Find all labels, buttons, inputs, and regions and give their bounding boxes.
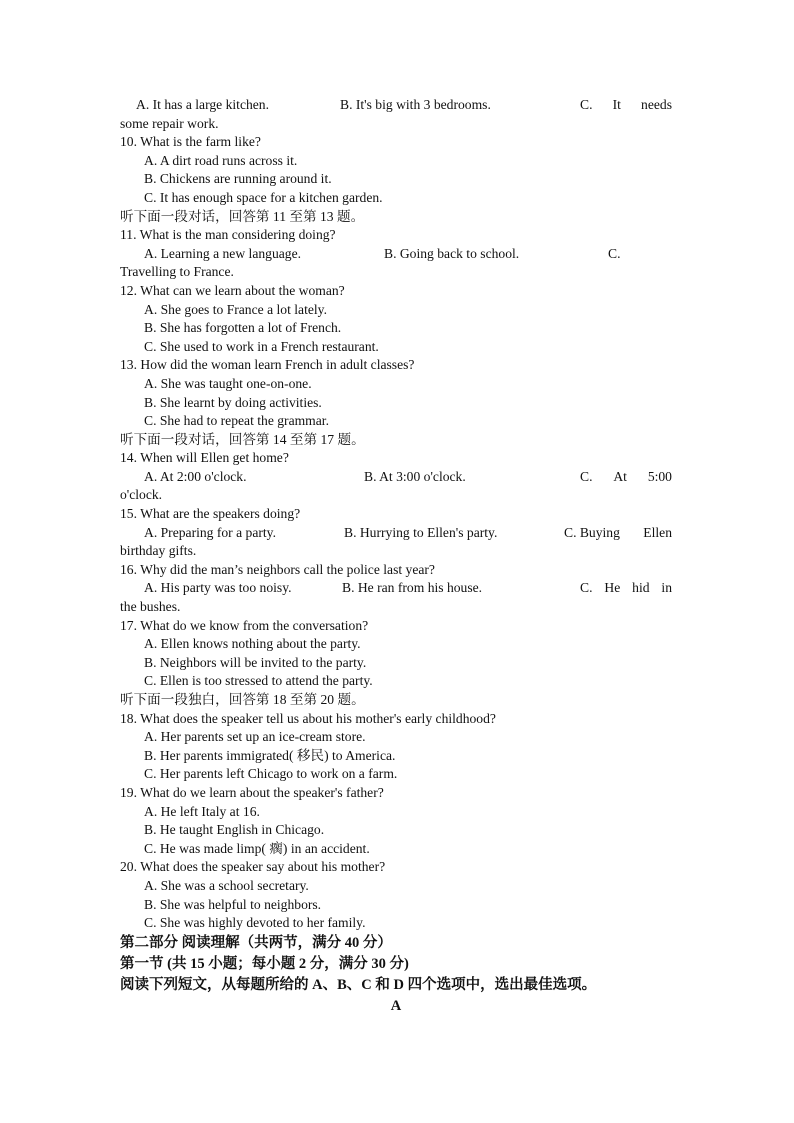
q18-question: 18. What does the speaker tell us about his mother's early childhood? xyxy=(120,710,496,726)
q15-option-a: A. Preparing for a party. xyxy=(144,524,276,540)
q17-option-a: A. Ellen knows nothing about the party. xyxy=(144,636,361,652)
q17-question: 17. What do we know from the conversation? xyxy=(120,617,369,633)
section-heading-14-17: 听下面一段对话，回答第 14 至第 17 题。 xyxy=(120,431,365,447)
q13-option-c: C. She had to repeat the grammar. xyxy=(144,413,329,429)
q11-option-c-cont: Travelling to France. xyxy=(120,264,234,280)
q14-option-c-cont: o'clock. xyxy=(120,487,163,503)
q14-question: 14. When will Ellen get home? xyxy=(120,450,289,466)
q15-options xyxy=(120,524,672,543)
q9-options xyxy=(120,96,672,115)
q9-option-c-cont: some repair work. xyxy=(120,115,219,131)
q17-option-b: B. Neighbors will be invited to the party. xyxy=(144,654,367,670)
part2-title: 第二部分 阅读理解（共两节，满分 40 分） xyxy=(120,934,392,951)
q10-option-b: B. Chickens are running around it. xyxy=(144,171,332,187)
q13-option-a: A. She was taught one-on-one. xyxy=(144,375,312,391)
q18-option-a: A. Her parents set up an ice-cream store. xyxy=(144,729,366,745)
q11-options xyxy=(120,245,672,264)
q20-option-c: C. She was highly devoted to her family. xyxy=(144,915,366,931)
section-heading-18-20: 听下面一段独白，回答第 18 至第 20 题。 xyxy=(120,692,365,707)
q19-option-a: A. He left Italy at 16. xyxy=(144,803,260,819)
q11-option-c: C. xyxy=(608,245,621,261)
q11-option-a: A. Learning a new language. xyxy=(144,245,302,261)
q12-option-c: C. She used to work in a French restaurant. xyxy=(144,338,379,354)
q11-question: 11. What is the man considering doing? xyxy=(120,227,336,243)
q18-option-b: B. Her parents immigrated( 移民) to America. xyxy=(144,747,396,763)
q19-option-c: C. He was made limp( 瘸) in an accident. xyxy=(144,840,370,856)
exam-page xyxy=(120,96,672,1017)
q16-option-a: A. His party was too noisy. xyxy=(144,580,292,596)
q10-question: 10. What is the farm like? xyxy=(120,134,261,150)
q14-option-c: C. At 5:00 xyxy=(580,468,672,484)
q15-option-c-cont: birthday gifts. xyxy=(120,543,197,559)
q12-option-b: B. She has forgotten a lot of French. xyxy=(144,320,342,336)
part2-instruction: 阅读下列短文，从每题所给的 A、B、C 和 D 四个选项中，选出最佳选项。 xyxy=(120,976,597,993)
section-heading-11-13: 听下面一段对话，回答第 11 至第 13 题。 xyxy=(120,208,365,224)
part2-section1-title: 第一节 (共 15 小题；每小题 2 分，满分 30 分) xyxy=(120,955,409,972)
q13-question: 13. How did the woman learn French in adult classes? xyxy=(120,357,415,373)
q15-option-b: B. Hurrying to Ellen's party. xyxy=(344,524,498,540)
q12-option-a: A. She goes to France a lot lately. xyxy=(144,301,327,317)
q9-option-b: B. It's big with 3 bedrooms. xyxy=(340,97,491,112)
q19-question: 19. What do we learn about the speaker's father? xyxy=(120,784,384,800)
q16-option-c: C. He hid in xyxy=(580,580,672,596)
q15-question: 15. What are the speakers doing? xyxy=(120,506,301,522)
q14-option-a: A. At 2:00 o'clock. xyxy=(144,468,247,484)
q9-option-c: C. It needs xyxy=(580,97,672,112)
q9-option-a: A. It has a large kitchen. xyxy=(136,97,269,112)
q16-question: 16. Why did the man’s neighbors call the police last year? xyxy=(120,561,435,577)
q14-option-b: B. At 3:00 o'clock. xyxy=(364,468,466,484)
q13-option-b: B. She learnt by doing activities. xyxy=(144,394,322,410)
q16-option-b: B. He ran from his house. xyxy=(342,580,483,596)
q14-options xyxy=(120,468,672,487)
q20-option-b: B. She was helpful to neighbors. xyxy=(144,896,322,912)
q19-option-b: B. He taught English in Chicago. xyxy=(144,822,325,838)
q11-option-b: B. Going back to school. xyxy=(384,245,520,261)
q18-option-c: C. Her parents left Chicago to work on a farm. xyxy=(144,766,398,782)
q20-option-a: A. She was a school secretary. xyxy=(144,877,309,893)
q20-question: 20. What does the speaker say about his mother? xyxy=(120,859,386,875)
q16-option-c-cont: the bushes. xyxy=(120,599,181,615)
q10-option-c: C. It has enough space for a kitchen garden. xyxy=(144,189,383,205)
q17-option-c: C. Ellen is too stressed to attend the party. xyxy=(144,673,373,689)
q16-options xyxy=(120,579,672,598)
q15-option-c: C. Buying Ellen xyxy=(564,524,672,540)
q10-option-a: A. A dirt road runs across it. xyxy=(144,152,298,168)
q12-question: 12. What can we learn about the woman? xyxy=(120,282,345,298)
passage-label: A xyxy=(390,997,402,1014)
